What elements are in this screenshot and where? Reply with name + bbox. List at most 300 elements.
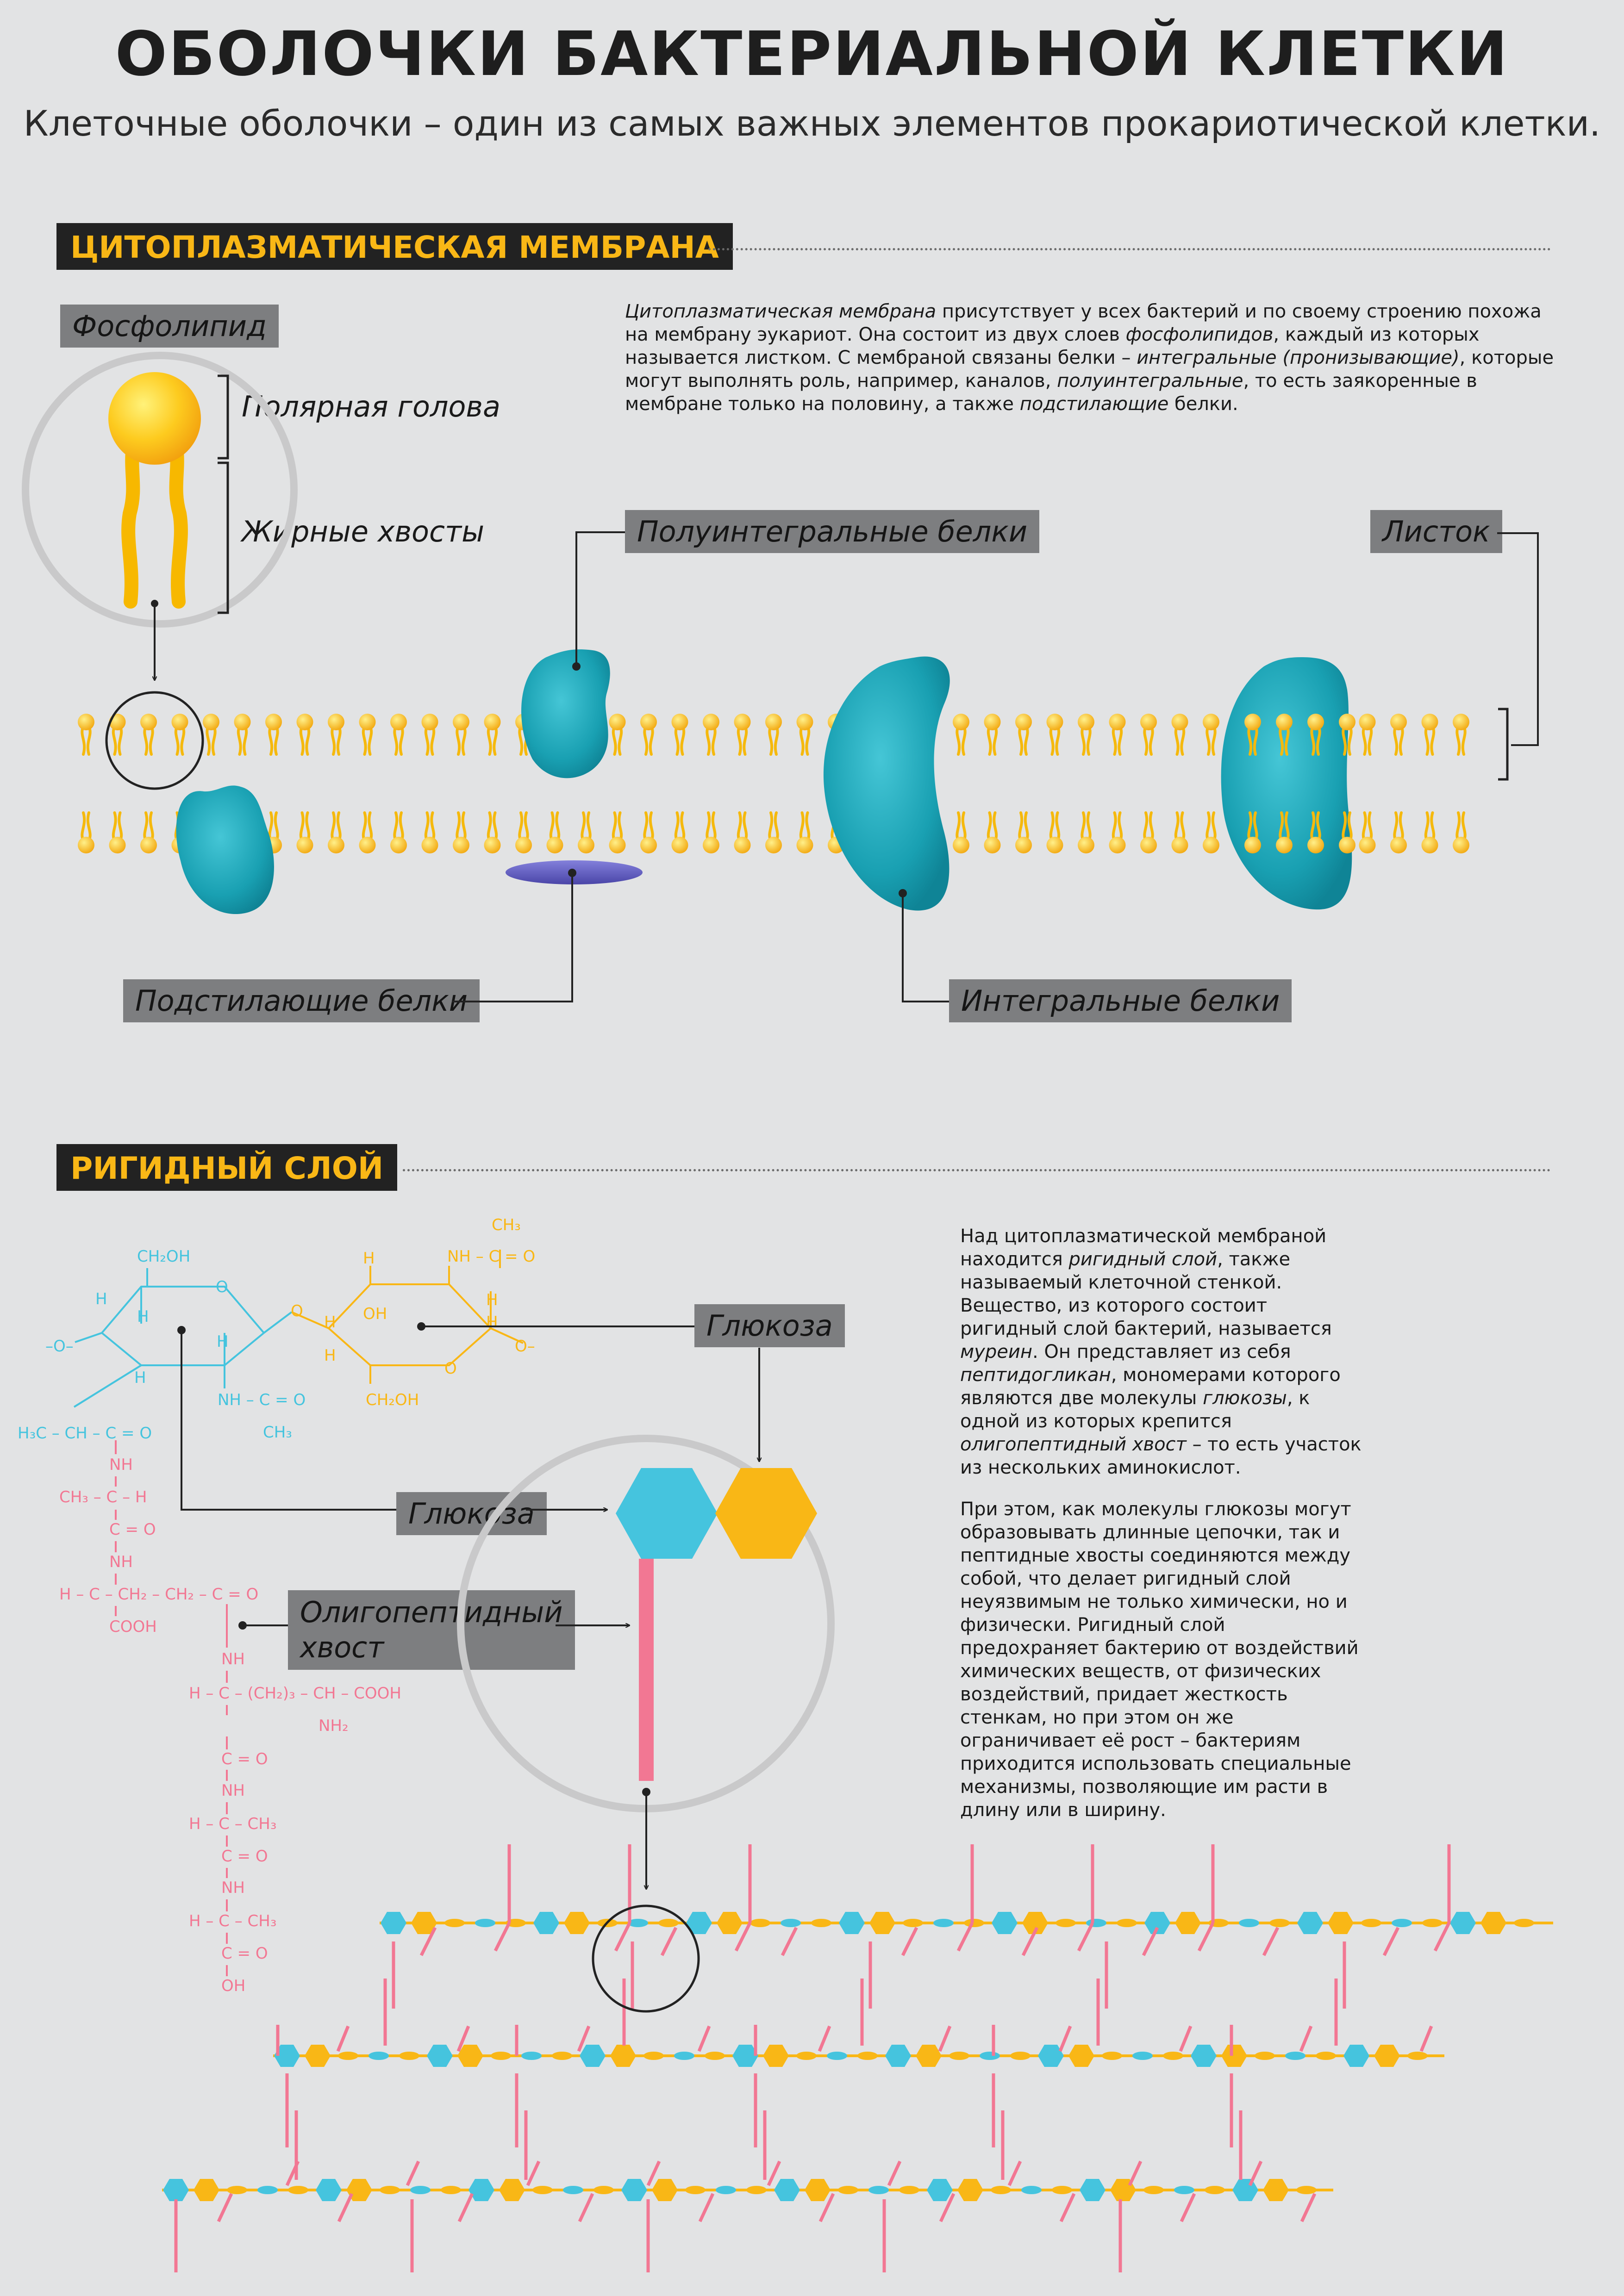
formula-text: NH (109, 1553, 133, 1571)
peptide-tail-short (1301, 2026, 1311, 2051)
phospholipid-lower (953, 813, 969, 853)
page-title: ОБОЛОЧКИ БАКТЕРИАЛЬНОЙ КЛЕТКИ (115, 19, 1509, 90)
formula-text: H (217, 1332, 229, 1351)
phospholipid-upper (1390, 714, 1407, 754)
peptide-tail-short (1061, 2194, 1074, 2221)
phospholipid-lower (1140, 813, 1157, 853)
peptide-tail-short (495, 1923, 509, 1951)
oligopeptide-tail-bar (639, 1559, 654, 1781)
peptide-tail-short (819, 2026, 830, 2051)
peptide-tail-short (407, 2161, 418, 2185)
phospholipid-lower (422, 813, 438, 853)
peptide-tail-short (1302, 2194, 1315, 2221)
phospholipid-lower (1359, 813, 1376, 853)
glucose-hexagon-yellow (916, 2045, 942, 2067)
glucose-small-yellow (1205, 2186, 1225, 2194)
glucose-hexagon-yellow (499, 2179, 525, 2201)
glucose-small-blue (475, 1919, 495, 1927)
formula-text: O (216, 1278, 228, 1296)
phospholipid-upper (1047, 714, 1063, 754)
glucose-small-yellow (658, 1919, 679, 1927)
phospholipid-lower (1203, 813, 1219, 853)
glucose-hexagon-blue (533, 1912, 559, 1934)
phospholipid-upper (1015, 714, 1032, 754)
peptide-tail-short (1181, 2194, 1194, 2221)
text-run: интегральные (пронизывающие) (1137, 347, 1460, 368)
tag-line: хвост (300, 1630, 384, 1664)
formula-text: O (291, 1302, 303, 1320)
glucose-small-yellow (746, 2186, 767, 2194)
phospholipid-upper (1109, 714, 1126, 754)
peptide-tail-short (889, 2161, 900, 2185)
glucose-small-yellow (1407, 2052, 1428, 2060)
glucose-small-yellow (288, 2186, 308, 2194)
glucose-small-blue (1086, 1919, 1106, 1927)
tag-glucose-top: Глюкоза (694, 1304, 845, 1347)
text-run: Над цитоплазматической мембраной находится (960, 1226, 1327, 1270)
glucose-small-blue (1174, 2186, 1194, 2194)
formula-text: –O– (45, 1337, 74, 1356)
phospholipid-lower (359, 813, 376, 853)
phospholipid-upper (1172, 714, 1188, 754)
phospholipid-upper (265, 714, 282, 754)
glucose-small-yellow (593, 2186, 614, 2194)
text-run: ригидный слой (1068, 1249, 1218, 1270)
phospholipid-lower (797, 813, 813, 853)
glucose-hexagon-blue (885, 2045, 911, 2067)
peptide-tail-short (1060, 2026, 1070, 2051)
phospholipid-upper (640, 714, 657, 754)
formula-text: H₃C – CH – C = O (18, 1424, 152, 1443)
phospholipid-upper (672, 714, 688, 754)
pointer-dot (899, 889, 907, 897)
glucose-small-yellow (811, 1919, 831, 1927)
glucose-small-blue (980, 2052, 1000, 2060)
glucose-small-yellow (705, 2052, 725, 2060)
text-run: подстилающие (1019, 393, 1169, 415)
glucose-hexagon-yellow (564, 1912, 590, 1934)
glucose-hexagon-blue (381, 1912, 406, 1934)
glucose-small-yellow (1514, 1919, 1534, 1927)
glucose-small-yellow (441, 2186, 461, 2194)
glucose-hexagon-blue (1450, 1912, 1476, 1934)
glucose-hexagon-yellow (763, 2045, 789, 2067)
glucose-hexagon-yellow (957, 2179, 983, 2201)
peptide-tail-short (782, 1928, 796, 1955)
peptide-tail-short (528, 2161, 539, 2185)
glucose-small-yellow (444, 1919, 465, 1927)
glucose-hexagon-blue (1297, 1912, 1323, 1934)
peptide-tail-short (940, 2026, 950, 2051)
glucose-small-yellow (399, 2052, 419, 2060)
formula-text: O (444, 1359, 457, 1378)
text-run: – то есть участок из нескольких аминокислот. (960, 1434, 1362, 1478)
formula-text: H (363, 1249, 375, 1268)
glucose-small-yellow (685, 2186, 706, 2194)
phospholipid-lower (515, 813, 532, 853)
text-run: олигопептидный хвост (960, 1434, 1187, 1455)
glucose-small-blue (1285, 2052, 1305, 2060)
peptide-tail-short (1264, 1928, 1278, 1955)
label-fatty-tails: Жирные хвосты (242, 515, 485, 548)
text-run: присутствует у всех бактерий и по своему строению похожа на мембрану эукариот. Она состоит из двух слоев (625, 301, 1542, 345)
peptide-tail-short (459, 2194, 472, 2221)
pointer-line-semi-integral (576, 532, 625, 666)
glucose-small-yellow (1361, 1919, 1381, 1927)
text-run: , также называемый клеточной стенкой. Вещество, из которого состоит ригидный слой бактерий, называется (960, 1249, 1332, 1339)
phospholipid-upper (203, 714, 219, 754)
pointer-dot (642, 1788, 650, 1796)
phospholipid-lower (1390, 813, 1407, 853)
glucose-hexagon-yellow (1175, 1912, 1201, 1934)
peptidoglycan-network (162, 1844, 1553, 2272)
glucose-blue-ring (74, 1268, 292, 1407)
glucose-small-yellow (1422, 1919, 1443, 1927)
glucose-hexagon-yellow (1263, 2179, 1289, 2201)
glucose-small-blue (1021, 2186, 1042, 2194)
phospholipid-upper (1359, 714, 1376, 754)
glucose-hexagon-blue (580, 2045, 606, 2067)
phospholipid-upper (390, 714, 407, 754)
formula-text: NH (221, 1879, 245, 1897)
peptide-tail-short (1079, 1923, 1093, 1951)
phospholipid-lower (484, 813, 501, 853)
glucose-hexagon-blue (839, 1912, 865, 1934)
phospholipid-lower (578, 813, 594, 853)
formula-text: C = O (221, 1944, 268, 1963)
glucose-hexagon-yellow (715, 1468, 817, 1559)
peptide-tail-short (903, 1928, 917, 1955)
glucose-hexagon-blue (621, 2179, 647, 2201)
glucose-small-yellow (1163, 2052, 1183, 2060)
formula-text: O– (515, 1337, 535, 1356)
glucose-hexagon-blue (1080, 2179, 1106, 2201)
glucose-small-yellow (899, 2186, 919, 2194)
formula-text: H (324, 1346, 336, 1365)
formula-text: NH – C = O (218, 1391, 306, 1409)
glucose-hexagon-blue (468, 2179, 494, 2201)
pointer-line-leaflet (1497, 533, 1538, 745)
phospholipid-upper (234, 714, 251, 754)
semi-integral-protein (521, 649, 610, 778)
formula-text: H (486, 1313, 498, 1332)
glucose-hexagon-blue (427, 2045, 453, 2067)
glucose-small-blue (521, 2052, 542, 2060)
phospholipid-upper (140, 714, 157, 754)
phospholipid-upper (953, 714, 969, 754)
formula-text: H (95, 1290, 107, 1308)
phospholipid-lower (1172, 813, 1188, 853)
phospholipid-upper (984, 714, 1001, 754)
tag-semi-integral-proteins: Полуинтегральные белки (625, 510, 1039, 553)
peptide-tail-short (219, 2194, 231, 2221)
tag-glucose-left: Глюкоза (396, 1492, 547, 1535)
phospholipid-upper (1453, 714, 1469, 754)
glucose-hexagon-blue (316, 2179, 342, 2201)
glucose-small-blue (563, 2186, 583, 2194)
glucose-hexagon-yellow (305, 2045, 331, 2067)
peptide-tail-short (700, 2194, 713, 2221)
phospholipid-lower (672, 813, 688, 853)
text-run: . Он представляет из себя (1032, 1341, 1291, 1363)
glucose-small-yellow (903, 1919, 923, 1927)
integral-protein-large (824, 656, 950, 910)
section-title-membrane: ЦИТОПЛАЗМАТИЧЕСКАЯ МЕМБРАНА (56, 223, 733, 270)
phospholipid-lower (734, 813, 751, 853)
page-subtitle: Клеточные оболочки – один из самых важных элементов прокариотической клетки. (23, 103, 1601, 144)
peptide-tail-short (768, 2161, 780, 2185)
text-run: глюкозы (1203, 1388, 1287, 1409)
glucose-small-yellow (227, 2186, 247, 2194)
glucose-hexagon-yellow (1328, 1912, 1354, 1934)
tag-leaflet: Листок (1370, 510, 1502, 553)
phospholipid-lower (703, 813, 719, 853)
formula-text: H (324, 1313, 336, 1332)
peptide-tail-short (1181, 2026, 1191, 2051)
formula-text: NH₂ (319, 1717, 349, 1735)
formula-text: CH₂OH (366, 1391, 419, 1409)
peptide-tail-short (616, 1923, 630, 1951)
glucose-hexagon-blue (1343, 2045, 1369, 2067)
glucose-small-yellow (532, 2186, 553, 2194)
phospholipid-lower (547, 813, 563, 853)
formula-text: NH – C = O (447, 1247, 536, 1266)
glucose-small-yellow (1056, 1919, 1076, 1927)
formula-text: C = O (221, 1750, 268, 1768)
glucose-small-yellow (338, 2052, 358, 2060)
glucose-small-blue (716, 2186, 736, 2194)
glucose-hexagon-blue (1191, 2045, 1217, 2067)
section-title-rigid: РИГИДНЫЙ СЛОЙ (56, 1144, 397, 1191)
glucose-small-yellow (838, 2186, 858, 2194)
pointer-line-underlying (452, 873, 572, 1002)
peptide-tail-short (1421, 2026, 1431, 2051)
phospholipid-upper (78, 714, 94, 754)
glucose-hexagon-blue (927, 2179, 953, 2201)
phospholipid-lower (765, 813, 782, 853)
glucose-small-blue (868, 2186, 889, 2194)
text-run: муреин (960, 1341, 1032, 1363)
peptide-tail-short (339, 2194, 352, 2221)
phospholipid-lower (1422, 813, 1438, 853)
glucose-small-yellow (491, 2052, 511, 2060)
formula-text: H (137, 1307, 149, 1326)
phospholipid-upper (422, 714, 438, 754)
glucose-small-yellow (857, 2052, 878, 2060)
tag-line: Олигопептидный (300, 1595, 563, 1629)
phospholipid-lower (328, 813, 344, 853)
phospholipid-lower (609, 813, 626, 853)
formula-text: C = O (109, 1520, 156, 1539)
glucose-small-yellow (380, 2186, 400, 2194)
pointer-dot (238, 1621, 247, 1630)
phospholipid-upper (359, 714, 376, 754)
phospholipid-lower (78, 813, 94, 853)
glucose-small-blue (410, 2186, 431, 2194)
formula-text: H – C – CH₃ (189, 1912, 277, 1930)
pointer-dot (151, 600, 158, 607)
formula-text: NH (221, 1650, 245, 1668)
glucose-hexagon-yellow (610, 2045, 636, 2067)
phospholipid-lower (297, 813, 313, 853)
phospholipid-lower (109, 813, 126, 853)
peptide-tail-short (1009, 2161, 1020, 2185)
glucose-small-yellow (964, 1919, 984, 1927)
glucose-hexagon-yellow (1480, 1912, 1506, 1934)
glucose-small-yellow (1010, 2052, 1031, 2060)
formula-text: NH (109, 1456, 133, 1474)
phospholipid-upper (328, 714, 344, 754)
glucose-small-blue (369, 2052, 389, 2060)
pointer-dot (572, 662, 581, 671)
phospholipid-upper (703, 714, 719, 754)
glucose-small-yellow (1117, 1919, 1137, 1927)
pointer-line-glucose-left (181, 1330, 396, 1510)
glucose-small-blue (1392, 1919, 1412, 1927)
formula-text: COOH (109, 1618, 157, 1636)
peptide-tail-short (338, 2026, 348, 2051)
text-run: белки. (1168, 393, 1238, 415)
phospholipid-lower (1047, 813, 1063, 853)
phospholipid-lower (1109, 813, 1126, 853)
glucose-small-yellow (1052, 2186, 1072, 2194)
peptide-tail-short (1250, 2161, 1261, 2185)
underlying-teal-protein (176, 785, 274, 914)
peptide-tail-short (699, 2026, 709, 2051)
phospholipid-upper (453, 714, 469, 754)
phospholipid-upper (484, 714, 501, 754)
glucose-hexagon-blue (1232, 2179, 1258, 2201)
formula-text: OH (363, 1305, 387, 1323)
glucose-hexagon-blue (992, 1912, 1018, 1934)
text-run: , которые могут выполнять роль, например, каналов, (625, 347, 1554, 392)
formula-text: NH (221, 1781, 245, 1800)
formula-text: CH₂OH (137, 1247, 191, 1266)
phospholipid-lower (640, 813, 657, 853)
glucose-hexagon-yellow (1221, 2045, 1247, 2067)
phospholipid-lower (984, 813, 1001, 853)
peptide-tail-short (958, 1923, 972, 1951)
phospholipid-upper (1203, 714, 1219, 754)
glucose-small-yellow (949, 2052, 969, 2060)
glucose-hexagon-yellow (717, 1912, 743, 1934)
phospholipid-lower (1078, 813, 1094, 853)
label-polar-head: Полярная голова (242, 390, 500, 423)
glucose-hexagon-yellow (1068, 2045, 1094, 2067)
text-run: , каждый из которых называется листком. С мембраной связаны белки – (625, 324, 1480, 368)
formula-text: H – C – (CH₂)₃ – CH – COOH (189, 1684, 401, 1703)
tag-phospholipid: Фосфолипид (60, 305, 279, 348)
formula-text: CH₃ – C – H (59, 1488, 147, 1506)
glucose-small-blue (1132, 2052, 1153, 2060)
peptide-tail-short (1435, 1923, 1449, 1951)
glucose-small-blue (933, 1919, 954, 1927)
peptide-tail-short (1384, 1928, 1398, 1955)
phospholipid-lower (453, 813, 469, 853)
text-run: полуинтегральные (1057, 370, 1243, 392)
text-run: пептидогликан (960, 1364, 1111, 1386)
text-run: При этом, как молекулы глюкозы могут образовывать длинные цепочки, так и пептидные хвосты соединяются между собой, что делает ригидный слой неуязвимым не только химически, но и физически. Ригидный слой предохраняет бактерию от воздействий химических веществ, от физических воздействий, придает жесткость стенкам, но при этом он же ограничивает её рост – бактериям приходится использовать специальные механизмы, позволяющие им расти в длину или в ширину. (960, 1499, 1359, 1821)
peptide-tail-short (1199, 1923, 1213, 1951)
bracket-head (218, 376, 228, 458)
phospholipid-upper (1422, 714, 1438, 754)
glucose-small-yellow (1316, 2052, 1336, 2060)
glucose-small-yellow (991, 2186, 1011, 2194)
formula-text: CH₃ (263, 1423, 292, 1442)
glucose-hexagon-blue (163, 2179, 189, 2201)
formula-text: H – C – CH₃ (189, 1815, 277, 1833)
glucose-small-yellow (643, 2052, 664, 2060)
glucose-small-yellow (1296, 2186, 1317, 2194)
glucose-small-blue (827, 2052, 847, 2060)
peptide-tail-short (1130, 2161, 1141, 2185)
formula-text: H (134, 1369, 146, 1387)
formula-text: C = O (221, 1847, 268, 1866)
phospholipid-lower (390, 813, 407, 853)
text-run: фосфолипидов (1125, 324, 1274, 345)
tag-integral-proteins: Интегральные белки (949, 979, 1292, 1022)
glucose-small-yellow (1255, 2052, 1275, 2060)
phospholipid-upper (797, 714, 813, 754)
glucose-hexagon-yellow (869, 1912, 895, 1934)
bracket-tails (218, 463, 228, 613)
glucose-hexagon-yellow (652, 2179, 678, 2201)
glucose-small-blue (257, 2186, 278, 2194)
phospholipid-lower (1015, 813, 1032, 853)
text-run: , то есть заякоренные в мембране только на половину, а также (625, 370, 1477, 415)
phospholipid-upper (734, 714, 751, 754)
phospholipid-lower (1453, 813, 1469, 853)
formula-text: H (486, 1291, 498, 1309)
pointer-dot (177, 1326, 186, 1334)
glucose-small-blue (1239, 1919, 1259, 1927)
oligopeptide-formula (59, 1440, 401, 1995)
pointer-dot (568, 869, 576, 877)
text-run: , к одной из которых крепится (960, 1388, 1310, 1432)
text-run: Цитоплазматическая мембрана (625, 301, 937, 322)
glucose-small-yellow (1269, 1919, 1290, 1927)
formula-text: CH₃ (492, 1216, 521, 1234)
integral-protein-channel (1221, 657, 1352, 909)
tag-underlying-proteins: Подстилающие белки (123, 979, 480, 1022)
glucose-small-yellow (750, 1919, 770, 1927)
glucose-hexagon-yellow (805, 2179, 831, 2201)
phospholipid-upper (1078, 714, 1094, 754)
peptide-tail-short (662, 1928, 676, 1955)
glucose-hexagon-yellow (194, 2179, 219, 2201)
glucose-small-yellow (1102, 2052, 1122, 2060)
formula-text: OH (221, 1977, 246, 1995)
glucose-hexagon-blue (616, 1468, 718, 1559)
phospholipid-upper (297, 714, 313, 754)
glucose-small-yellow (796, 2052, 817, 2060)
glucose-small-yellow (552, 2052, 572, 2060)
phospholipid-icon (108, 372, 201, 602)
glucose-hexagon-blue (774, 2179, 800, 2201)
text-run: , мономерами которого являются две молекулы (960, 1364, 1341, 1409)
formula-text: H – C – CH₂ – CH₂ – C = O (59, 1585, 259, 1604)
glucose-blue-labels (18, 1247, 306, 1443)
peptide-tail-short (580, 2194, 593, 2221)
glucose-small-blue (674, 2052, 694, 2060)
glucose-small-blue (781, 1919, 801, 1927)
phospholipid-upper (1140, 714, 1157, 754)
glucose-hexagon-yellow (1374, 2045, 1400, 2067)
glucose-yellow-labels (291, 1216, 535, 1409)
phospholipid-upper (765, 714, 782, 754)
phospholipid-upper (172, 714, 188, 754)
phospholipid-lower (140, 813, 157, 853)
